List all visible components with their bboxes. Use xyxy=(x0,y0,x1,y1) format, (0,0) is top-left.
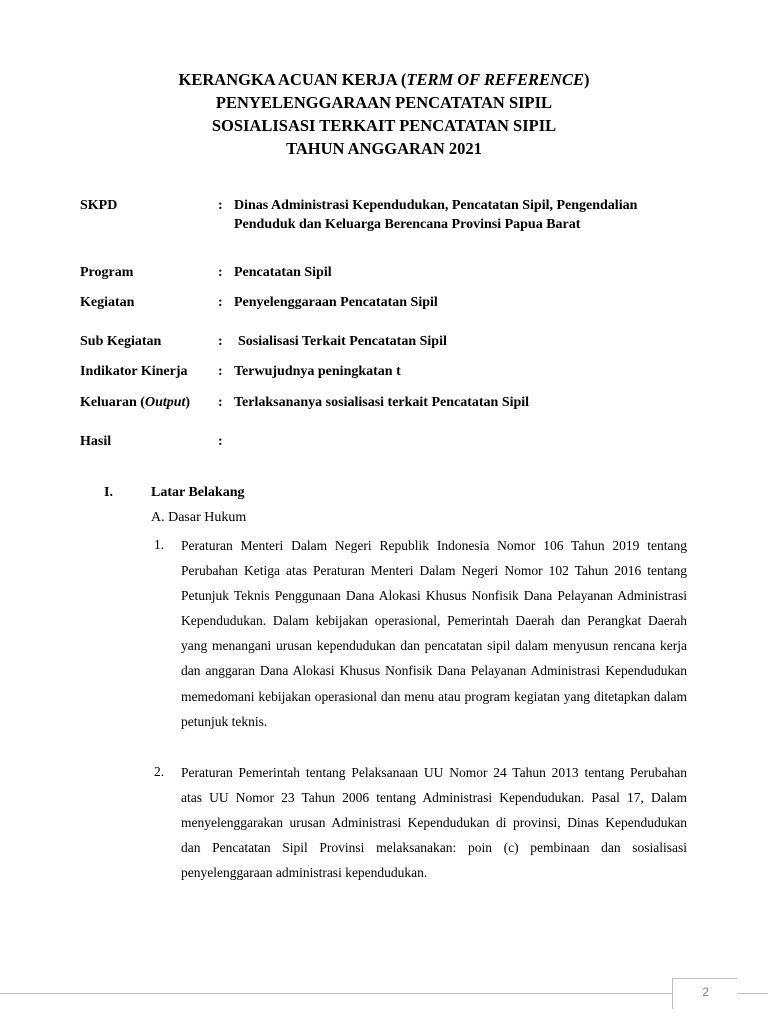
list-item-number: 1. xyxy=(154,537,165,552)
info-value: Penyelenggaraan Pencatatan Sipil xyxy=(234,295,438,310)
title-italic-term: TERM OF REFERENCE xyxy=(406,70,584,89)
info-value: Sosialisasi Terkait Pencatatan Sipil xyxy=(238,334,447,349)
info-label: SKPD xyxy=(80,198,118,213)
info-value: Dinas Administrasi Kependudukan, Pencatatan Sipil, Pengendalian Penduduk dan Keluarga Berencana Provinsi Papua Barat xyxy=(234,198,638,232)
page-number: 2 xyxy=(702,985,709,999)
info-label: Program xyxy=(80,265,134,280)
doc-title-line-1: KERANGKA ACUAN KERJA (TERM OF REFERENCE) xyxy=(178,70,590,89)
info-value: Terlaksananya sosialisasi terkait Pencatatan Sipil xyxy=(234,395,530,410)
info-label: Kegiatan xyxy=(80,295,135,310)
info-colon: : xyxy=(218,334,223,349)
info-value: Pencatatan Sipil xyxy=(234,265,332,280)
page-number-box xyxy=(672,978,737,1009)
keluaran-italic-output: Output xyxy=(144,395,186,410)
footer-divider xyxy=(0,993,768,994)
list-item-number: 2. xyxy=(154,764,165,779)
info-label: Sub Kegiatan xyxy=(80,334,162,349)
info-label: Keluaran (Output) xyxy=(80,395,191,410)
list-item-text: Peraturan Menteri Dalam Negeri Republik Indonesia Nomor 106 Tahun 2019 tentang Perubahan Ketiga atas Peraturan Menteri Dalam Negeri Nomor 102 Tahun 2016 tentang Petunjuk Teknis Penggunaan Dana Alokasi Khusus Nonfisik Dana Pelayanan Administrasi Kependudukan. Dalam kebijakan operasional, Pemerintah Daerah dan Perangkat Daerah yang menangani urusan kependudukan dan pencatatan sipil dalam menyusun rencana kerja dan anggaran Dana Alokasi Khusus Nonfisik Dana Pelayanan Administrasi Kependudukan memedomani kebijakan operasional dan menu atau program kegiatan yang ditetapkan dalam petunjuk teknis. xyxy=(181,538,687,729)
info-colon: : xyxy=(218,395,223,410)
info-value: Terwujudnya peningkatan t xyxy=(234,364,401,379)
section-title: Latar Belakang xyxy=(151,485,245,500)
doc-title-line-2: PENYELENGGARAAN PENCATATAN SIPIL xyxy=(215,93,553,112)
info-colon: : xyxy=(218,295,223,310)
info-colon: : xyxy=(218,434,223,449)
doc-title-line-3: SOSIALISASI TERKAIT PENCATATAN SIPIL xyxy=(211,116,557,135)
info-label: Indikator Kinerja xyxy=(80,364,188,379)
info-colon: : xyxy=(218,198,223,213)
info-colon: : xyxy=(218,265,223,280)
info-label: Hasil xyxy=(80,434,112,449)
info-colon: : xyxy=(218,364,223,379)
list-item-text: Peraturan Pemerintah tentang Pelaksanaan UU Nomor 24 Tahun 2013 tentang Perubahan atas UU Nomor 23 Tahun 2006 tentang Administrasi Kependudukan. Pasal 17, Dalam menyelenggarakan urusan Administrasi Kependudukan di provinsi, Dinas Kependudukan dan Pencatatan Sipil Provinsi melaksanakan: poin (c) pembinaan dan sosialisasi penyelenggaraan administrasi kependudukan. xyxy=(181,765,687,881)
section-number: I. xyxy=(104,485,113,500)
subsection-heading: A. Dasar Hukum xyxy=(151,510,247,525)
doc-title-line-4: TAHUN ANGGARAN 2021 xyxy=(286,139,482,158)
